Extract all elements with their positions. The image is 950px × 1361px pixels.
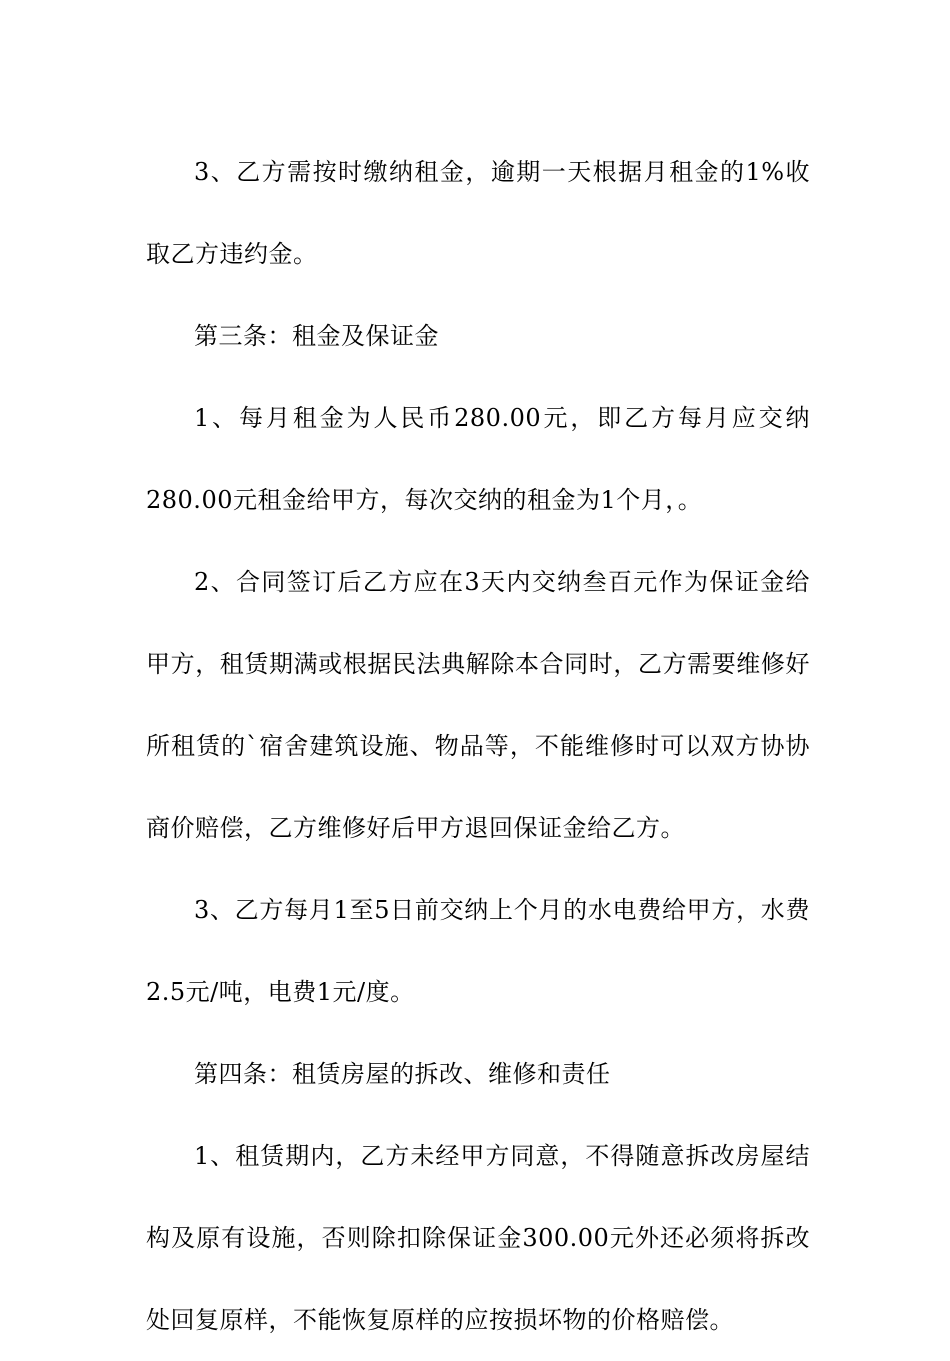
- clause-paragraph: 1、租赁期内，乙方未经甲方同意，不得随意拆改房屋结构及原有设施，否则除扣除保证金300.00元外还必须将拆改处回复原样，不能恢复原样的应按损坏物的价格赔偿。: [146, 1142, 810, 1334]
- clause-paragraph: 2、合同签订后乙方应在3天内交纳叁百元作为保证金给甲方，租赁期满或根据民法典解除本合同时，乙方需要维修好所租赁的`宿舍建筑设施、物品等，不能维修时可以双方协协商价赔偿，乙方维修好后甲方退回保证金给乙方。: [146, 568, 810, 842]
- clause-paragraph: 1、每月租金为人民币280.00元，即乙方每月应交纳280.00元租金给甲方，每次交纳的租金为1个月，。: [146, 404, 810, 514]
- document-body: [146, 131, 810, 1361]
- section-heading: 第四条：租赁房屋的拆改、维修和责任: [194, 1060, 611, 1088]
- section-heading: 第三条：租金及保证金: [194, 322, 439, 350]
- clause-paragraph: 3、乙方需按时缴纳租金，逾期一天根据月租金的1%收取乙方违约金。: [146, 158, 810, 268]
- clause-paragraph: 3、乙方每月1至5日前交纳上个月的水电费给甲方，水费2.5元/吨，电费1元/度。: [146, 896, 810, 1006]
